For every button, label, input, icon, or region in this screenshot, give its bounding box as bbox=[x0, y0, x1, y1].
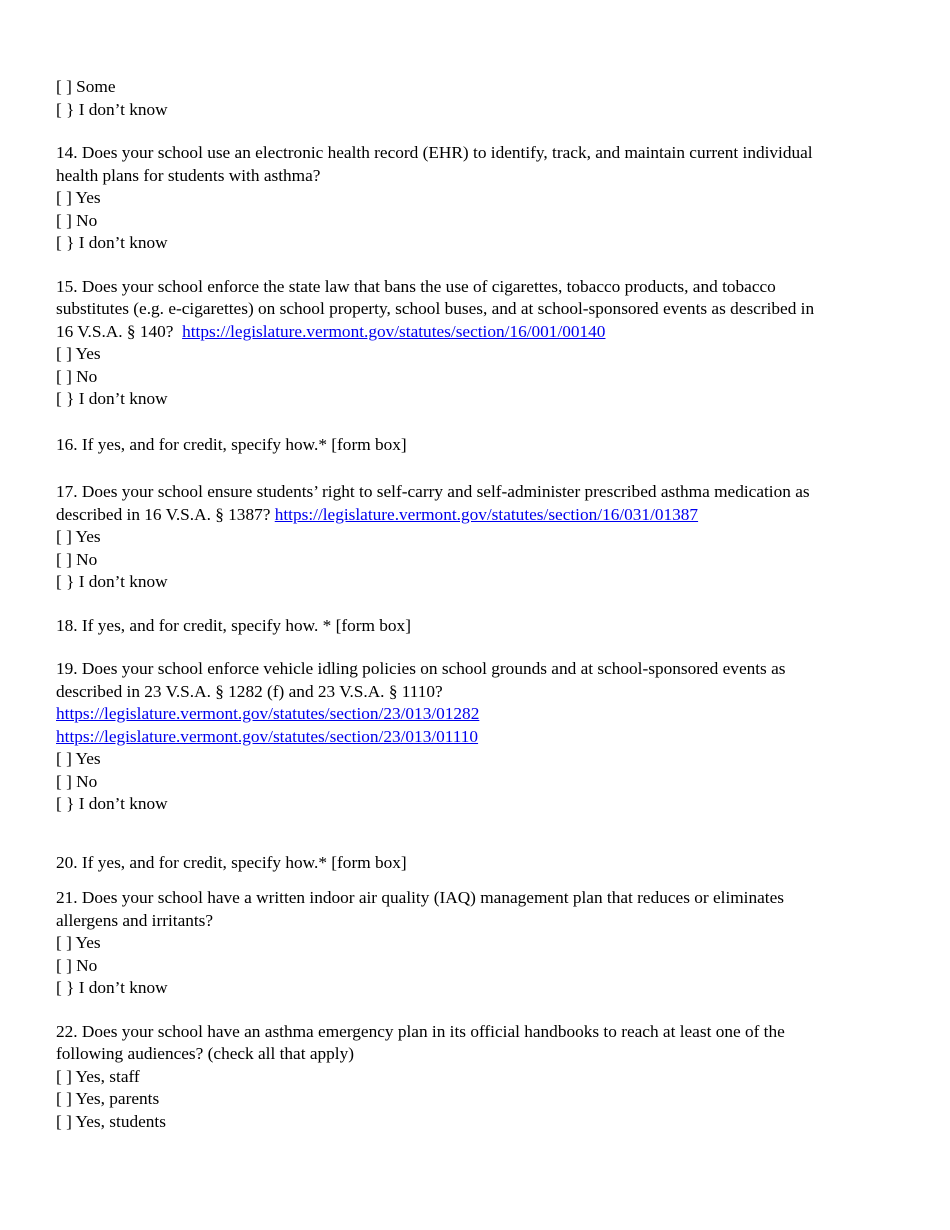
question-text: 18. If yes, and for credit, specify how. * [form box] bbox=[56, 615, 411, 635]
option-dont-know[interactable]: [ } I don’t know bbox=[56, 978, 168, 997]
option-yes-staff[interactable]: [ ] Yes, staff bbox=[56, 1066, 140, 1086]
question-14 bbox=[56, 142, 896, 255]
question-text: described in 23 V.S.A. § 1282 (f) and 23 V.S.A. § 1110? bbox=[56, 681, 443, 701]
question-text: substitutes (e.g. e-cigarettes) on school property, school buses, and at school-sponsored events as described in bbox=[56, 299, 815, 318]
survey-document bbox=[56, 76, 896, 1133]
option-yes[interactable]: [ ] Yes bbox=[56, 527, 101, 546]
statute-link[interactable]: https://legislature.vermont.gov/statutes/section/16/001/00140 bbox=[182, 321, 606, 341]
question-19 bbox=[56, 658, 896, 816]
question-text: health plans for students with asthma? bbox=[56, 165, 321, 185]
question-text: 21. Does your school have a written indoor air quality (IAQ) management plan that reduces or eliminates bbox=[56, 888, 784, 907]
question-text: 15. Does your school enforce the state law that bans the use of cigarettes, tobacco products, and tobacco bbox=[56, 276, 776, 296]
question-15 bbox=[56, 276, 896, 411]
option-yes-parents[interactable]: [ ] Yes, parents bbox=[56, 1089, 160, 1108]
question-text: 16 V.S.A. § 140? bbox=[56, 321, 183, 341]
question-22 bbox=[56, 1021, 896, 1134]
statute-link-1110[interactable]: https://legislature.vermont.gov/statutes/section/23/013/01110 bbox=[56, 726, 479, 746]
question-text: following audiences? (check all that apply) bbox=[56, 1044, 354, 1063]
question-17 bbox=[56, 481, 896, 594]
option-yes[interactable]: [ ] Yes bbox=[56, 344, 101, 363]
option-some[interactable]: [ ] Some bbox=[56, 77, 116, 96]
question-20 bbox=[56, 852, 896, 875]
question-text-with-link bbox=[56, 321, 896, 344]
question-text: 20. If yes, and for credit, specify how.* [form box] bbox=[56, 852, 407, 872]
option-no[interactable]: [ ] No bbox=[56, 771, 98, 791]
option-no[interactable]: [ ] No bbox=[56, 210, 98, 230]
option-dont-know[interactable]: [ } I don’t know bbox=[56, 99, 168, 119]
option-yes[interactable]: [ ] Yes bbox=[56, 188, 101, 207]
answer-options bbox=[56, 76, 896, 121]
question-text: 17. Does your school ensure students’ right to self-carry and self-administer prescribed asthma medication as bbox=[56, 482, 810, 501]
question-text: described in 16 V.S.A. § 1387? bbox=[56, 504, 275, 524]
option-dont-know[interactable]: [ } I don’t know bbox=[56, 794, 168, 813]
question-text: 22. Does your school have an asthma emergency plan in its official handbooks to reach at least one of the bbox=[56, 1021, 785, 1041]
option-dont-know[interactable]: [ } I don’t know bbox=[56, 233, 168, 252]
question-text-with-link bbox=[56, 504, 896, 527]
option-no[interactable]: [ ] No bbox=[56, 549, 98, 569]
question-text: 16. If yes, and for credit, specify how.* [form box] bbox=[56, 434, 407, 454]
question-21 bbox=[56, 887, 896, 1000]
question-16 bbox=[56, 434, 896, 457]
option-dont-know[interactable]: [ } I don’t know bbox=[56, 572, 168, 591]
option-dont-know[interactable]: [ } I don’t know bbox=[56, 389, 168, 408]
question-text: 14. Does your school use an electronic health record (EHR) to identify, track, and maintain current individual bbox=[56, 143, 813, 162]
question-text: 19. Does your school enforce vehicle idling policies on school grounds and at school-sponsored events as bbox=[56, 659, 786, 678]
question-text: allergens and irritants? bbox=[56, 910, 214, 930]
question-18 bbox=[56, 615, 896, 638]
option-yes[interactable]: [ ] Yes bbox=[56, 933, 101, 952]
statute-link-1282[interactable]: https://legislature.vermont.gov/statutes/section/23/013/01282 bbox=[56, 704, 480, 723]
option-no[interactable]: [ ] No bbox=[56, 366, 98, 386]
option-no[interactable]: [ ] No bbox=[56, 955, 98, 975]
option-yes-students[interactable]: [ ] Yes, students bbox=[56, 1111, 166, 1131]
statute-link[interactable]: https://legislature.vermont.gov/statutes/section/16/031/01387 bbox=[274, 504, 699, 524]
option-yes[interactable]: [ ] Yes bbox=[56, 749, 101, 768]
